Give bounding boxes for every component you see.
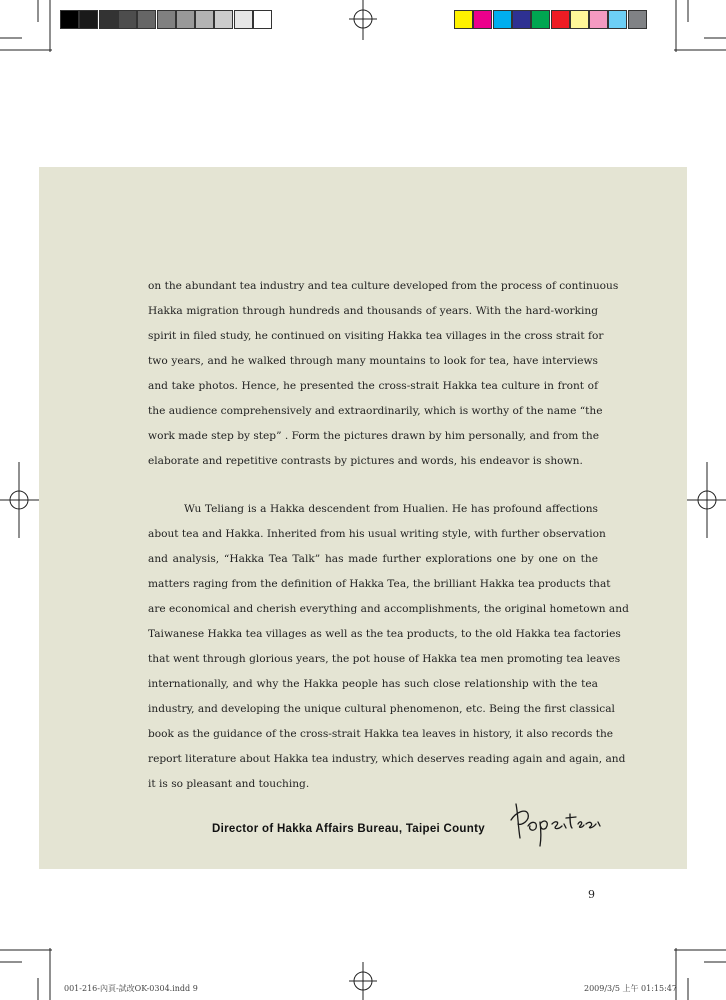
color-swatch — [531, 10, 550, 29]
color-swatch — [589, 10, 608, 29]
text-line: it is so pleasant and touching. — [148, 778, 310, 790]
text-line: elaborate and repetitive contrasts by pictures and words, his endeavor is shown. — [148, 455, 583, 467]
text-line: work made step by step” . Form the pictures drawn by him personally, and from the — [148, 430, 599, 442]
text-line: the audience comprehensively and extraordinarily, which is worthy of the name “the — [148, 405, 603, 417]
color-swatch — [512, 10, 531, 29]
gray-swatch — [234, 10, 253, 29]
text-line: spirit in filed study, he continued on visiting Hakka tea villages in the cross strait for — [148, 330, 604, 342]
color-swatch — [454, 10, 473, 29]
gray-swatch — [157, 10, 176, 29]
color-swatch — [570, 10, 589, 29]
gray-swatch — [137, 10, 156, 29]
gray-swatch — [176, 10, 195, 29]
text-line: report literature about Hakka tea industry, which deserves reading again and again, and — [148, 753, 626, 765]
slug-file-info: 001-216-內頁-試改OK-0304.indd 9 — [64, 984, 198, 993]
color-swatch — [551, 10, 570, 29]
body-paragraph-1 — [148, 274, 619, 474]
text-line: Wu Teliang is a Hakka descendent from Hualien. He has profound affections — [184, 503, 598, 515]
gray-swatch — [60, 10, 79, 29]
text-line: matters raging from the definition of Hakka Tea, the brilliant Hakka tea products that — [148, 578, 611, 590]
gray-swatch — [195, 10, 214, 29]
text-line: two years, and he walked through many mountains to look for tea, have interviews — [148, 355, 598, 367]
text-line: and analysis, “Hakka Tea Talk” has made further explorations one by one on the — [148, 553, 598, 565]
color-swatch — [608, 10, 627, 29]
text-line: book as the guidance of the cross-strait Hakka tea leaves in history, it also records the — [148, 728, 614, 740]
registration-mark-right — [686, 462, 726, 538]
slug-timestamp: 2009/3/5 上午 01:15:47 — [584, 984, 677, 993]
page-number: 9 — [588, 888, 595, 901]
text-line: on the abundant tea industry and tea culture developed from the process of continuous — [148, 280, 619, 292]
text-line: and take photos. Hence, he presented the cross-strait Hakka tea culture in front of — [148, 380, 598, 392]
text-line: that went through glorious years, the pot house of Hakka tea men promoting tea leaves — [148, 653, 621, 665]
gray-swatch — [118, 10, 137, 29]
body-paragraph-2 — [148, 497, 629, 797]
text-line: about tea and Hakka. Inherited from his usual writing style, with further observation — [148, 528, 606, 540]
registration-mark-left — [0, 462, 40, 538]
color-swatch — [493, 10, 512, 29]
gray-swatch — [99, 10, 118, 29]
gray-swatch — [79, 10, 98, 29]
text-line: internationally, and why the Hakka people has such close relationship with the tea — [148, 678, 598, 690]
handwritten-signature — [508, 800, 604, 850]
gray-swatch — [253, 10, 272, 29]
registration-mark-bottom — [349, 962, 377, 1000]
text-line: Taiwanese Hakka tea villages as well as the tea products, to the old Hakka tea factories — [148, 628, 621, 640]
registration-mark-top — [349, 0, 377, 40]
color-swatch — [628, 10, 647, 29]
text-line: are economical and cherish everything and accomplishments, the original hometown and — [148, 603, 629, 615]
color-swatch — [473, 10, 492, 29]
text-line: Hakka migration through hundreds and thousands of years. With the hard-working — [148, 305, 598, 317]
signature-title: Director of Hakka Affairs Bureau, Taipei County — [212, 823, 485, 835]
gray-swatch — [214, 10, 233, 29]
text-line: industry, and developing the unique cultural phenomenon, etc. Being the first classical — [148, 703, 615, 715]
